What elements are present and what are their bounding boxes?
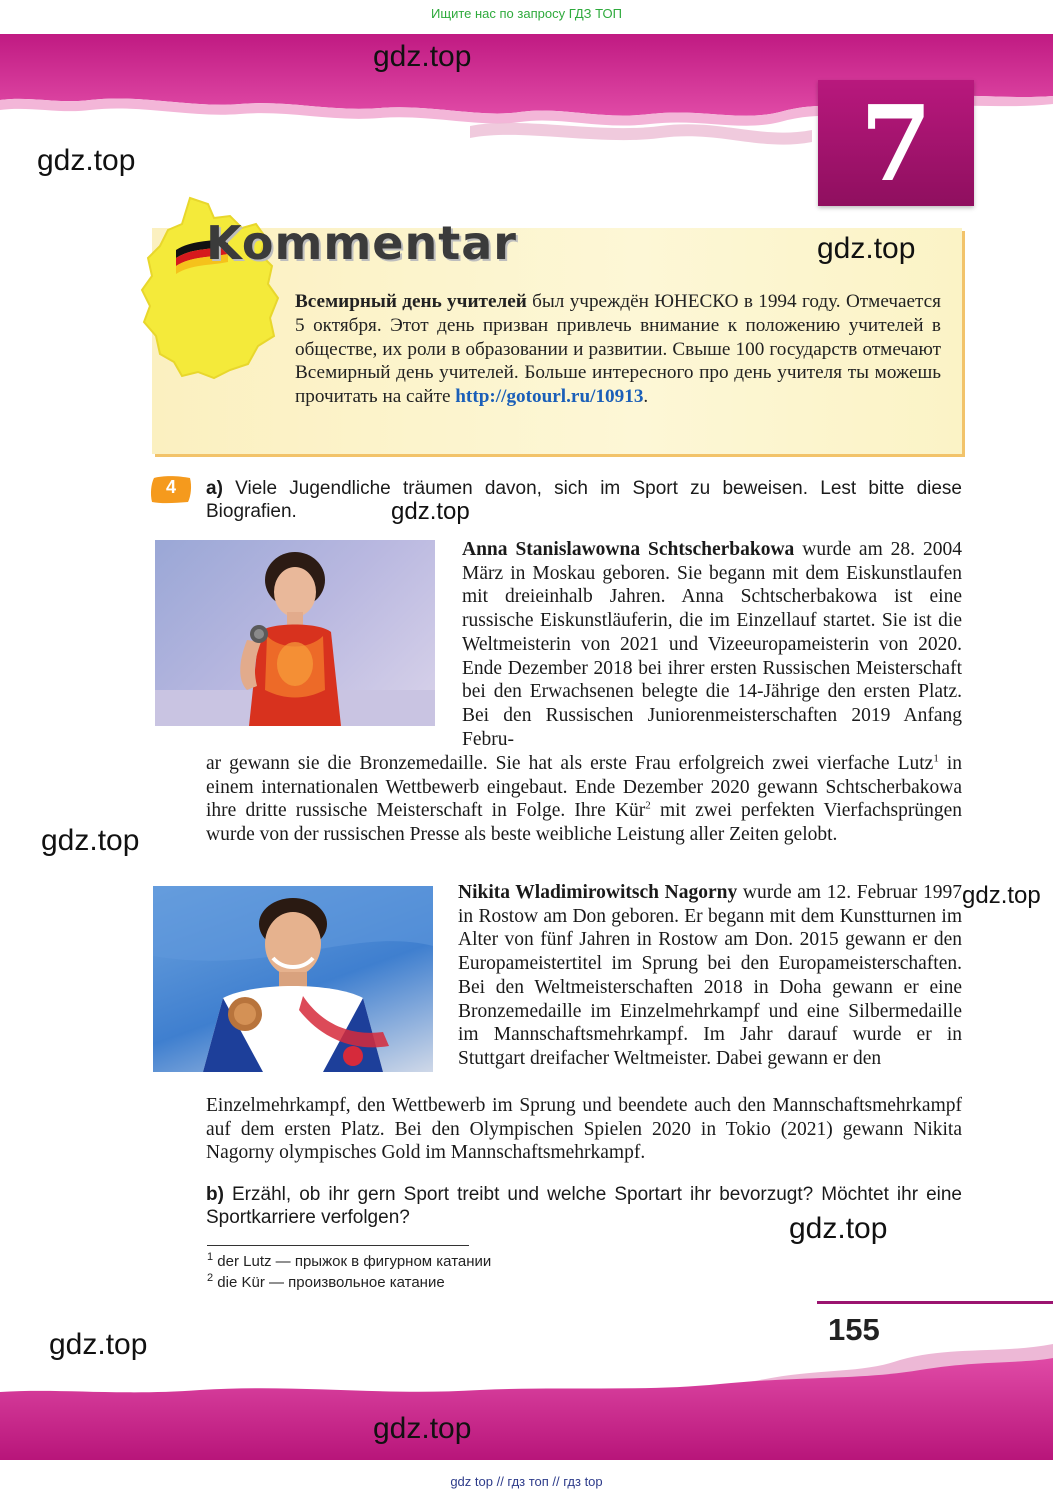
- photo-anna-schtscherbakowa: [155, 540, 435, 726]
- kommentar-text-bold: Всемирный день учителей: [295, 291, 527, 312]
- watermark: gdz.top: [373, 40, 472, 73]
- page-number-rule: [817, 1301, 1053, 1304]
- footnote-2: [207, 1274, 445, 1291]
- kommentar-title: Kommentar: [206, 216, 517, 270]
- bio2-text-top: [458, 881, 962, 1071]
- bio1-part1: wurde am 28. 2004 März in Moskau geboren. Sie begann mit dem Eiskunstlaufen mit dreieinhalb Jahren. Anna Schtscherbakowa ist eine russische Eiskunstläuferin, die im Einzellauf startet. Sie ist die Weltmeisterin von 2021 und Vizeeuropameisterin von 2020. Ende Dezember 2018 bei ihrer ersten Russischen Meisterschaft bei den Erwachsenen belegte die 14-Jährige den ersten Platz. Bei den Russischen Juniorenmeisterschaften 2019 Anfang Febru-: [462, 539, 962, 750]
- chapter-number: 7: [859, 82, 933, 205]
- exercise-number: 4: [165, 477, 176, 497]
- watermark: gdz.top: [391, 498, 470, 525]
- watermark: gdz.top: [373, 1412, 472, 1445]
- watermark: gdz.top: [789, 1212, 888, 1245]
- bio1-part2a: ar gewann sie die Bronzemedaille. Sie hat als erste Frau erfolgreich zwei vierfache Lutz: [206, 753, 934, 774]
- bottom-decor-band: [0, 1340, 1053, 1470]
- footnote-1-num: 1: [207, 1251, 214, 1263]
- footnote-ref-1: 1: [933, 752, 939, 765]
- footnote-1-text: der Lutz — прыжок в фигурном катании: [217, 1253, 492, 1270]
- kommentar-text: [295, 290, 941, 409]
- bio2-name: Nikita Wladimirowitsch Nagorny: [458, 882, 738, 903]
- kommentar-text-main: был учреждён ЮНЕСКО в 1994 году. Отмечается 5 октября. Этот день призван привлечь внимание к положению учителей в обществе, их роли в образовании и развитии. Свыше 100 государств отмечают Всемирный день учителей. Больше интересного про день учителя ты можешь прочитать на сайте: [295, 291, 942, 408]
- kommentar-link[interactable]: http://gotourl.ru/10913: [455, 386, 644, 408]
- watermark: gdz.top: [962, 882, 1041, 909]
- watermark: gdz.top: [49, 1328, 148, 1361]
- task-b-label: b): [206, 1184, 224, 1205]
- watermark: gdz.top: [37, 144, 136, 177]
- bio1-part2b: in einem internationalen Wettbewerb eingebaut. Ende Dezember 2020 gewann Schtscherbakowa ihre dritte russische Meisterschaft in Folge. Ihre Kür: [206, 753, 962, 822]
- page-number: 155: [828, 1312, 880, 1347]
- watermark: gdz.top: [817, 232, 916, 265]
- bio2-text-bottom: Einzelmehrkampf, den Wettbewerb im Sprung und beendete auch den Mannschaftsmehrkampf auf dem ersten Platz. Bei den Olympischen Spielen 2020 in Tokio (2021) gewann Nikita Nagorny olympisches Gold im Mannschaftsmehrkampf.: [206, 1095, 962, 1164]
- footnote-2-num: 2: [207, 1272, 214, 1284]
- task-b-text: Erzähl, ob ihr gern Sport treibt und welche Sportart ihr bevorzugt? Möchtet ihr eine Sportkarriere verfolgen?: [206, 1184, 962, 1228]
- bio2-part1: wurde am 12. Februar 1997 in Rostow am Don geboren. Er begann mit dem Kunstturnen im Alter von fünf Jahren in Rostow am Don. 2015 gewann er den Europameistertitel im Sprung bei den Europameisterschaften. Bei den Weltmeisterschaften 2018 in Doha gewann er eine Bronzemedaille im Einzelmehrkampf und eine Silbermedaille im Mannschaftsmehrkampf. Im Jahr darauf wurde er in Stuttgart dreifacher Weltmeister. Dabei gewann er den: [458, 882, 963, 1069]
- footnote-divider: [207, 1245, 469, 1246]
- footnote-2-text: die Kür — произвольное катание: [217, 1274, 445, 1291]
- task-a-label: a): [206, 478, 223, 499]
- top-search-note: Ищите нас по запросу ГДЗ ТОП: [431, 6, 622, 21]
- bio1-name: Anna Stanislawowna Schtscherbakowa: [462, 539, 795, 560]
- task-a-text: Viele Jugendliche träumen davon, sich im Sport zu beweisen. Lest bitte diese Biografien.: [206, 478, 962, 522]
- footnote-1: [207, 1253, 491, 1270]
- photo-nikita-nagorny: [153, 886, 433, 1072]
- kommentar-text-end: .: [643, 386, 649, 408]
- bio1-part2c: mit zwei perfekten Vierfachsprüngen wurde von der russischen Presse als beste weibliche Leistung aller Zeiten gelobt.: [206, 800, 962, 846]
- task-a: [206, 477, 962, 523]
- bio1-text-bottom: [206, 752, 962, 847]
- bio1-text-top: [462, 538, 962, 751]
- watermark: gdz.top: [41, 824, 140, 857]
- bottom-search-note: gdz top // гдз топ // гдз top: [450, 1474, 603, 1489]
- footnote-ref-2: 2: [645, 799, 651, 812]
